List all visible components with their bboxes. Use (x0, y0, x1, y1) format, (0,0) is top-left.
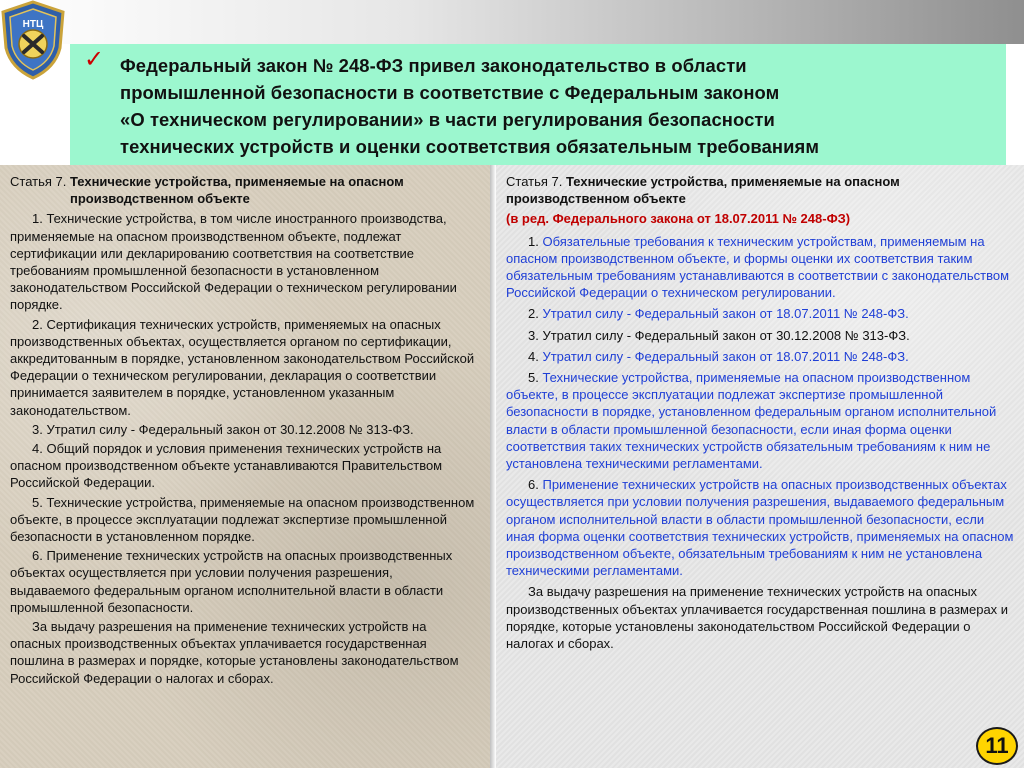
new-article-item (506, 476, 1014, 579)
new-article-item (506, 348, 1014, 365)
old-article-number: Статья 7. (10, 174, 67, 189)
page-number-badge: 11 (976, 727, 1018, 765)
header-banner (70, 44, 1006, 165)
ntc-shield-logo (0, 0, 66, 80)
logo-text: НТЦ (22, 19, 44, 30)
amendment-note: (в ред. Федерального закона от 18.07.2011 № 248-ФЗ) (506, 211, 851, 227)
item-number: 4. (528, 348, 539, 364)
header-title-line-3: «О техническом регулировании» в части регулирования безопасности (120, 109, 775, 130)
old-article-panel (0, 165, 490, 768)
top-gradient-bar (0, 0, 1024, 44)
item-number: 6. (528, 477, 539, 493)
item-text: Утратил силу - Федеральный закон от 18.07.2011 № 248-ФЗ. (542, 306, 909, 322)
old-article-paragraph: За выдачу разрешения на применение технических устройств на опасных производственных объектах уплачивается государственная пошлина в размерах и порядке, которые установлены законодательством Российской Федерации о налогах и сборах. (10, 619, 459, 686)
item-number: 3. (528, 327, 539, 343)
header-title-line-2: промышленной безопасности в соответствие с Федеральным законом (120, 82, 780, 103)
header-title-line-1: Федеральный закон № 248-ФЗ привел законодательство в области (120, 55, 747, 76)
new-article-closing: За выдачу разрешения на применение технических устройств на опасных производственных объектах уплачивается государственная пошлина в размерах и порядке, которые установлены законодательством Российской Федерации о налогах и сборах. (506, 584, 1009, 652)
new-article-item (506, 305, 1014, 322)
old-article-paragraph: 6. Применение технических устройств на опасных производственных объектах осуществляется при условии получения разрешения, выдаваемого федеральным органом исполнительной власти в области промышленной безопасности. (10, 548, 453, 615)
item-text: Обязательные требования к техническим устройствам, применяемым на опасном производственном объекте, и формы оценки их соответствия таким обязательным требованиям устанавливаются в соответствии с законодательством Российской Федерации о техническом регулировании. (506, 233, 1010, 301)
item-text: Утратил силу - Федеральный закон от 18.07.2011 № 248-ФЗ. (542, 348, 909, 364)
new-article-item (506, 233, 1014, 302)
old-article-paragraph: 4. Общий порядок и условия применения технических устройств на опасном производственном объекте устанавливаются Правительством Российской Федерации. (10, 441, 443, 491)
item-number: 5. (528, 370, 539, 386)
old-article-title: Технические устройства, применяемые на опасном производственном объекте (70, 174, 404, 207)
new-article-heading (506, 173, 1014, 207)
old-article-paragraph: 5. Технические устройства, применяемые на опасном производственном объекте, в процессе эксплуатации подлежат экспертизе промышленной безопасности в установленном порядке. (10, 494, 475, 545)
new-article-item (506, 369, 1014, 472)
item-number: 1. (528, 233, 539, 249)
old-article-paragraph: 1. Технические устройства, в том числе иностранного производства, применяемые на опасном производственном объекте, подлежат сертификации или декларированию соответствия на соответствие требованиям промышленной безопасности в установленном законодательством Российской Федерации о техническом регулировании порядке. (10, 211, 457, 313)
new-article-title: Технические устройства, применяемые на опасном производственном объекте (506, 174, 900, 207)
item-text: Технические устройства, применяемые на опасном производственном объекте, в процессе эксплуатации подлежат экспертизе промышленной безопасности в порядке, установленном федеральным органом исполнительной власти в области промышленной безопасности, если иная форма оценки соответствия таких технических устройств обязательным требованиям к ним не установлена техническими регламентами. (506, 370, 997, 472)
item-number: 2. (528, 306, 539, 322)
item-text: Применение технических устройств на опасных производственных объектах осуществляется при условии получения разрешения, выдаваемого федеральным органом исполнительной власти в области промышленной безопасности, если иная форма оценки соответствия технических устройств, применяемых на опасном производственном объекте, обязательным требованиям к ним не установлена техническими регламентами. (506, 477, 1014, 579)
old-article-paragraph: 3. Утратил силу - Федеральный закон от 30.12.2008 № 313-ФЗ. (32, 421, 414, 437)
item-text: Утратил силу - Федеральный закон от 30.12.2008 № 313-ФЗ. (542, 327, 910, 343)
old-article-heading (10, 173, 476, 207)
old-article-paragraph: 2. Сертификация технических устройств, применяемых на опасных производственных объектах, осуществляется органом по сертификации, аккредитованным в порядке, установленном законодательством Российской Федерации о техническом регулировании, декларация о соответствии принимается заявителем в порядке, установленном указанным законодательством. (10, 316, 475, 418)
new-article-panel (496, 165, 1024, 768)
check-icon: ✓ (84, 46, 105, 73)
new-article-item (506, 327, 1014, 344)
new-article-number: Статья 7. (506, 174, 563, 189)
header-title-line-4: технических устройств и оценки соответствия обязательным требованиям (120, 136, 820, 157)
